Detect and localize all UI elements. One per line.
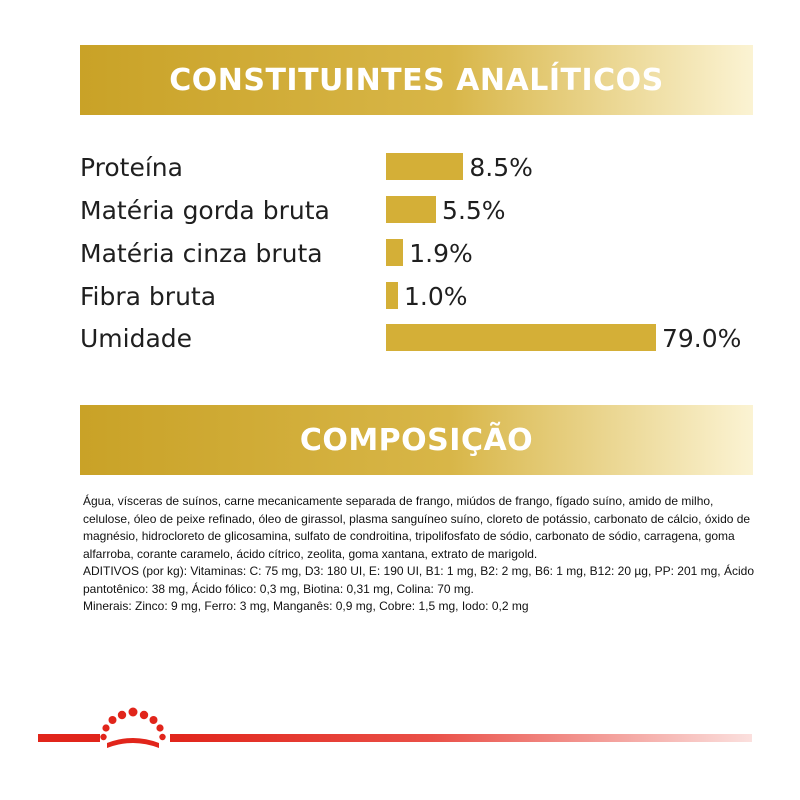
- additives-paragraph: ADITIVOS (por kg): Vitaminas: C: 75 mg, D3: 180 UI, E: 190 UI, B1: 1 mg, B2: 2 mg, B6: 1 mg, B12: 20 µg, PP: 201 mg, Ácido pantotênico: 38 mg, Ácido fólico: 0,3 mg, Biotina: 0,31 mg, Colina: 70 mg.: [83, 564, 754, 596]
- composition-text: [83, 493, 763, 616]
- analytical-label: Proteína: [80, 153, 183, 182]
- analytical-value: 1.9%: [409, 239, 473, 268]
- analytical-label: Umidade: [80, 324, 193, 353]
- analytical-label: Fibra bruta: [80, 282, 217, 311]
- ingredients-paragraph: Água, vísceras de suínos, carne mecanicamente separada de frango, miúdos de frango, fígado suíno, amido de milho, celulose, óleo de peixe refinado, óleo de girassol, plasma sanguíneo suíno, cloreto de potássio, carbonato de cálcio, óxido de magnésio, hidrocloreto de glicosamina, sulfato de condroitina, tripolifosfato de sódio, carbonato de sódio, carragena, goma alfarroba, corante caramelo, ácido cítrico, zeolita, goma xantana, extrato de marigold.: [83, 494, 751, 561]
- analytical-bar: [386, 153, 463, 180]
- minerals-paragraph: Minerais: Zinco: 9 mg, Ferro: 3 mg, Manganês: 0,9 mg, Cobre: 1,5 mg, Iodo: 0,2 mg: [83, 599, 529, 613]
- analytical-label: Matéria cinza bruta: [80, 239, 323, 268]
- analytical-label: Matéria gorda bruta: [80, 196, 330, 225]
- analytical-heading: CONSTITUINTES ANALÍTICOS: [169, 62, 664, 98]
- analytical-bar: [386, 324, 656, 351]
- footer-line-left: [38, 734, 100, 742]
- royal-canin-crown-icon: [98, 707, 168, 751]
- analytical-value: 1.0%: [404, 282, 468, 311]
- analytical-row: [80, 321, 760, 357]
- analytical-bar: [386, 239, 403, 266]
- analytical-value: 5.5%: [442, 196, 506, 225]
- analytical-value: 79.0%: [662, 324, 742, 353]
- analytical-banner: [80, 45, 753, 115]
- analytical-row: [80, 279, 760, 315]
- analytical-row: [80, 150, 760, 186]
- footer-line-right: [170, 734, 752, 742]
- analytical-bar: [386, 282, 398, 309]
- analytical-value: 8.5%: [469, 153, 533, 182]
- composition-heading: COMPOSIÇÃO: [299, 422, 534, 458]
- analytical-row: [80, 193, 760, 229]
- composition-banner: [80, 405, 753, 475]
- analytical-bar: [386, 196, 436, 223]
- analytical-row: [80, 236, 760, 272]
